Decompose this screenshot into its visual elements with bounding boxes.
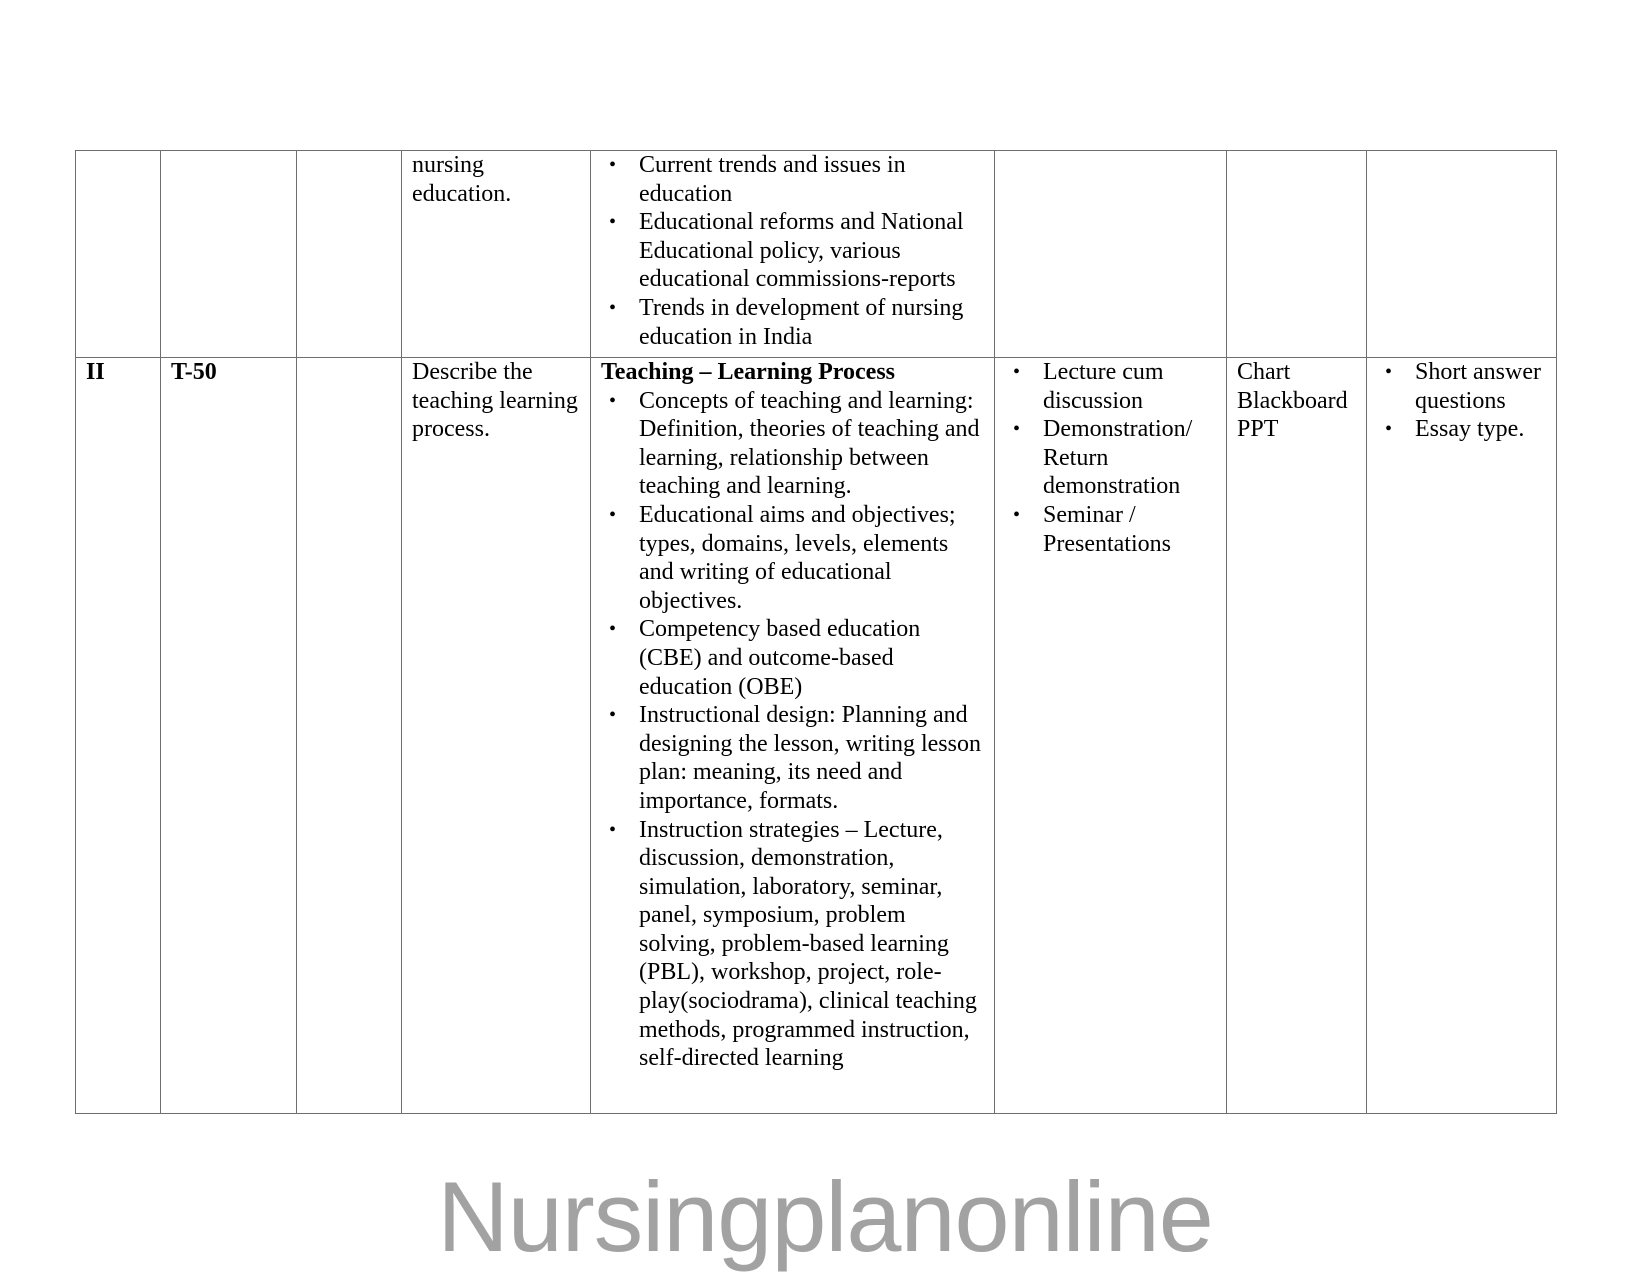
objective-text: nursing education.: [412, 152, 512, 207]
watermark-text: Nursingplanonline: [437, 1161, 1213, 1272]
list-item: • Lecture cum discussion: [1013, 359, 1164, 414]
table-row: [76, 151, 1557, 358]
bullet-icon: •: [1385, 361, 1393, 383]
objective-cell: [402, 151, 591, 358]
list-item: • Instruction strategies – Lecture, discussion, demonstration, simulation, laboratory, seminar, panel, symposium, problem solving, problem-based learning (PBL), workshop, project, role-play(sociodrama), clinical teaching methods, programmed instruction, self-directed learning: [609, 816, 977, 1072]
time-cell: [161, 151, 297, 358]
list-item: • Competency based education (CBE) and outcome-based education (OBE): [609, 616, 921, 700]
bullet-icon: •: [1013, 503, 1021, 526]
unit-cell: [76, 358, 161, 1114]
time-allocation: T-50: [171, 359, 217, 385]
method-cell: [995, 151, 1227, 358]
list-item: • Educational aims and objectives; types, domains, levels, elements and writing of educational objectives.: [609, 501, 956, 614]
evaluation-list: [1377, 358, 1548, 444]
bullet-icon: •: [609, 704, 617, 727]
objective-text: Describe the teaching learning process.: [412, 359, 578, 443]
list-item: • Essay type.: [1385, 416, 1525, 443]
list-item: • Current trends and issues in education: [609, 152, 906, 207]
resource-item: Blackboard: [1237, 387, 1348, 414]
list-item: • Educational reforms and National Educational policy, various educational commissions-reports: [609, 209, 964, 293]
method-list: [1005, 358, 1218, 558]
bullet-icon: •: [609, 296, 617, 319]
empty-cell: [297, 151, 402, 358]
resources-cell: [1227, 358, 1367, 1114]
unit-cell: [76, 151, 161, 358]
content-list: [601, 151, 986, 351]
list-item: • Concepts of teaching and learning: Definition, theories of teaching and learning, relationship between teaching and learning.: [609, 387, 980, 500]
content-list: [601, 387, 986, 1073]
content-heading: Teaching – Learning Process: [601, 359, 896, 385]
bullet-icon: •: [1013, 361, 1021, 383]
resource-item: Chart: [1237, 359, 1291, 385]
content-cell: [591, 358, 995, 1114]
syllabus-table: [75, 150, 1557, 1114]
content-cell: [591, 151, 995, 358]
table-row: [76, 358, 1557, 1114]
objective-cell: [402, 358, 591, 1114]
bullet-icon: •: [609, 618, 617, 641]
empty-cell: [297, 358, 402, 1114]
list-item: • Demonstration/ Return demonstration: [1013, 416, 1193, 500]
list-item: • Trends in development of nursing education in India: [609, 294, 964, 350]
bullet-icon: •: [609, 211, 617, 234]
bullet-icon: •: [1385, 418, 1393, 441]
evaluation-cell: [1367, 358, 1557, 1114]
list-item: • Instructional design: Planning and designing the lesson, writing lesson plan: meaning, its need and importance, formats.: [609, 702, 981, 814]
bullet-icon: •: [609, 818, 617, 841]
bullet-icon: •: [609, 389, 617, 412]
resource-item: PPT: [1237, 416, 1279, 443]
list-item: • Short answer questions: [1385, 359, 1541, 414]
resources-cell: [1227, 151, 1367, 358]
list-item: • Seminar / Presentations: [1013, 501, 1171, 557]
bullet-icon: •: [1013, 418, 1021, 441]
time-cell: [161, 358, 297, 1114]
evaluation-cell: [1367, 151, 1557, 358]
method-cell: [995, 358, 1227, 1114]
bullet-icon: •: [609, 154, 617, 176]
unit-number: II: [86, 359, 105, 385]
bullet-icon: •: [609, 503, 617, 526]
